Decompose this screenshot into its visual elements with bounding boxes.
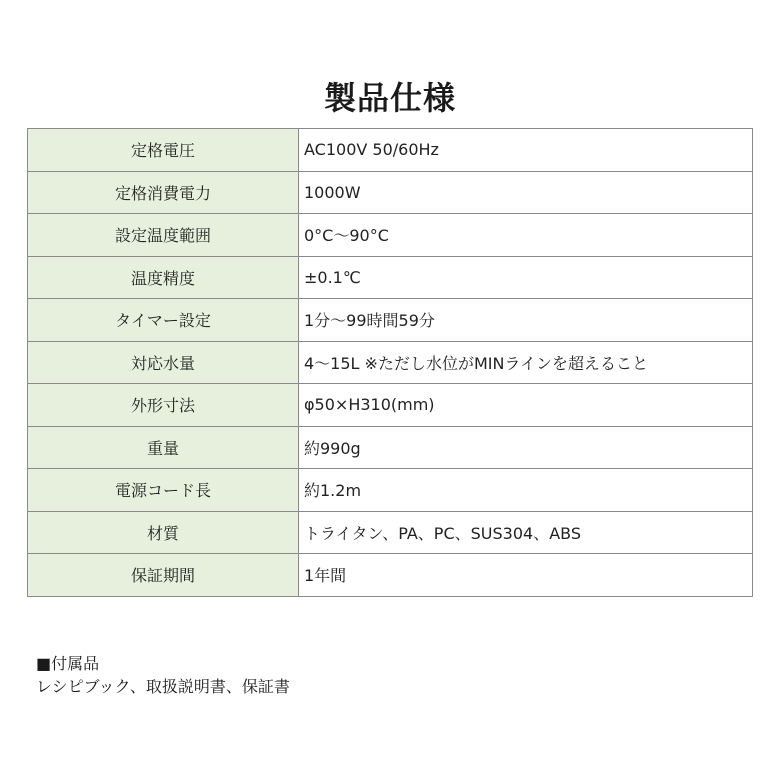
spec-label: 温度精度	[28, 256, 299, 299]
spec-value: AC100V 50/60Hz	[299, 129, 753, 172]
spec-value: トライタン、PA、PC、SUS304、ABS	[299, 511, 753, 554]
accessories-heading: ■付属品	[36, 654, 100, 673]
spec-value: 0°C〜90°C	[299, 214, 753, 257]
accessories-section	[36, 652, 290, 698]
spec-label: 定格消費電力	[28, 171, 299, 214]
table-row	[28, 554, 753, 597]
table-row	[28, 299, 753, 342]
spec-label: 材質	[28, 511, 299, 554]
table-row	[28, 129, 753, 172]
spec-value: 約990g	[299, 426, 753, 469]
table-row	[28, 256, 753, 299]
spec-label: 重量	[28, 426, 299, 469]
spec-label: 設定温度範囲	[28, 214, 299, 257]
spec-value: 1分〜99時間59分	[299, 299, 753, 342]
table-row	[28, 341, 753, 384]
page-title: 製品仕様	[323, 79, 456, 118]
table-row	[28, 469, 753, 512]
table-row	[28, 511, 753, 554]
spec-label: 外形寸法	[28, 384, 299, 427]
spec-value: ±0.1℃	[299, 256, 753, 299]
spec-value: 1年間	[299, 554, 753, 597]
spec-label: 定格電圧	[28, 129, 299, 172]
table-row	[28, 426, 753, 469]
table-row	[28, 214, 753, 257]
spec-label: タイマー設定	[28, 299, 299, 342]
spec-value: 1000W	[299, 171, 753, 214]
spec-label: 対応水量	[28, 341, 299, 384]
table-row	[28, 171, 753, 214]
spec-label: 保証期間	[28, 554, 299, 597]
spec-table	[27, 128, 753, 597]
spec-value: 約1.2m	[299, 469, 753, 512]
spec-value: 4〜15L ※ただし水位がMINラインを超えること	[299, 341, 753, 384]
spec-value: φ50×H310(mm)	[299, 384, 753, 427]
accessories-list: レシピブック、取扱説明書、保証書	[36, 677, 290, 696]
spec-label: 電源コード長	[28, 469, 299, 512]
table-row	[28, 384, 753, 427]
